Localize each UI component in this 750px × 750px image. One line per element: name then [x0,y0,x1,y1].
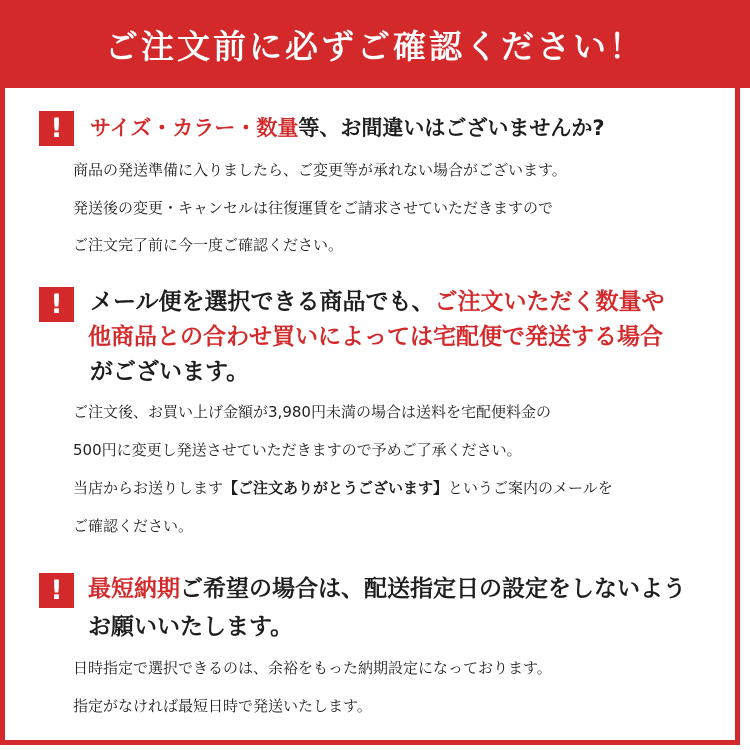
section2-heading-text: メール便を選択できる商品でも、 [90,289,435,315]
section2-heading-line1 [90,291,665,314]
section2-line3-pre: 当店からお送りします [73,479,224,497]
section1-heading-highlight: サイズ・カラー・数量 [90,116,299,140]
section3-heading [88,578,686,601]
section3-line: 指定がなければ最短日時で発送いたします。 [73,697,372,715]
section1-line: 発送後の変更・キャンセルは往復運賃をご請求させていただきますので [73,199,554,217]
exclamation-icon: ! [39,111,74,146]
section2-line3-post: というご案内のメールを [448,479,613,497]
section2-line3 [73,481,613,496]
section2-line: ご注文後、お買い上げ金額が3,980円未満の場合は送料を宅配便料金の [73,403,551,421]
section1-line: ご注文完了前に今一度ご確認ください。 [73,236,344,254]
header-banner [0,0,750,88]
section2-line: 500円に変更し発送させていただきますので予めご了承ください。 [73,441,522,459]
section2-heading-highlight: ご注文いただく数量や [434,289,665,315]
section2-heading-line2: 他商品との合わせ買いによっては宅配便で発送する場合 [88,324,663,350]
section3-line: 日時指定で選択できるのは、余裕をもった納期設定になっております。 [73,659,552,677]
banner-title: ご注文前に必ずご確認ください！ [105,26,645,66]
section3-heading-line2: お願いいたします。 [88,614,294,640]
section1-heading-text: 等、お間違いはございませんか? [298,116,605,140]
exclamation-icon: ! [39,287,74,322]
section2-line: ご確認ください。 [73,517,194,535]
section1-line: 商品の発送準備に入りましたら、ご変更等が承れない場合がございます。 [73,161,567,179]
section3-heading-highlight: 最短納期 [88,576,180,602]
email-subject: 【ご注文ありがとうございます】 [223,479,449,497]
exclamation-icon: ! [39,573,74,608]
section3-heading-text: ご希望の場合は、配送指定日の設定をしないよう [180,576,686,602]
section2-heading-line3: がございます。 [90,359,250,385]
section1-heading [90,118,605,139]
